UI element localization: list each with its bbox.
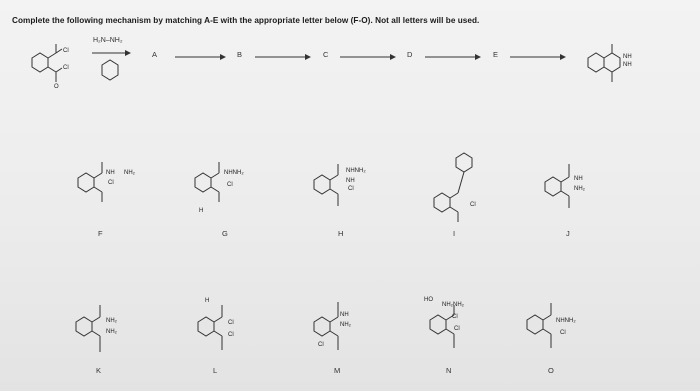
step-e: E [493, 50, 499, 59]
fragment-label: NHNH₂ [346, 168, 366, 174]
fragment-label: Cl [454, 326, 460, 332]
fragment-label: NH [340, 312, 349, 318]
fragment-label: NH [106, 170, 115, 176]
structure-l [198, 305, 222, 350]
fragment-label: Cl [318, 342, 324, 348]
option-f: F [98, 229, 103, 238]
structure-h [314, 164, 338, 206]
structure-n [430, 305, 454, 348]
fragment-label: NH [623, 54, 632, 60]
fragment-label: HO [424, 297, 433, 303]
fragment-label: Cl [348, 186, 354, 192]
option-i: I [453, 229, 456, 238]
option-k: K [96, 366, 102, 375]
fragment-label: Cl [63, 65, 69, 71]
fragment-label: NH [623, 62, 632, 68]
fragment-label: NH [574, 176, 583, 182]
fragment-label: NH₂NH₂ [442, 302, 464, 308]
fragment-label: NH₂ [124, 170, 135, 176]
instruction-text: Complete the following mechanism by matching A-E with the appropriate letter below (F-O). Not all letters will be used. [12, 16, 480, 25]
option-g: G [222, 229, 228, 238]
fragment-label: NH₂ [340, 322, 351, 328]
step-d: D [407, 50, 413, 59]
step-b: B [237, 50, 243, 59]
starting-material [32, 44, 62, 82]
fragment-label: NH [346, 178, 355, 184]
structure-o [527, 303, 551, 348]
fragment-label: H [205, 298, 210, 304]
fragment-label: Cl [228, 332, 234, 338]
structure-i [434, 153, 472, 222]
option-h: H [338, 229, 344, 238]
option-o: O [548, 366, 554, 375]
option-l: L [213, 366, 218, 375]
structure-j [545, 164, 569, 208]
fragment-label: O [54, 84, 59, 90]
fragment-label: Cl [63, 48, 69, 54]
fragment-label: Cl [108, 180, 114, 186]
fragment-label: NHNH₂ [556, 318, 576, 324]
structure-f [78, 162, 102, 202]
fragment-label: Cl [228, 320, 234, 326]
option-j: J [566, 229, 570, 238]
pyridine-ring [102, 60, 118, 80]
step-c: C [323, 50, 329, 59]
fragment-label: Cl [452, 314, 458, 320]
fragment-label: Cl [470, 202, 476, 208]
option-n: N [446, 366, 452, 375]
fragment-label: NH₂ [106, 329, 117, 335]
fragment-label: Cl [227, 182, 233, 188]
step-a: A [152, 50, 158, 59]
fragment-label: Cl [560, 330, 566, 336]
fragment-label: NH₂ [574, 186, 585, 192]
reagent-label: H₂N–NH₂ [93, 37, 123, 44]
structure-g [195, 162, 219, 202]
fragment-label: NHNH₂ [224, 170, 244, 176]
structure-k [76, 305, 100, 352]
option-m: M [334, 366, 341, 375]
product-structure [588, 44, 620, 82]
fragment-label: NH₂ [106, 318, 117, 324]
fragment-label: H [199, 208, 204, 214]
